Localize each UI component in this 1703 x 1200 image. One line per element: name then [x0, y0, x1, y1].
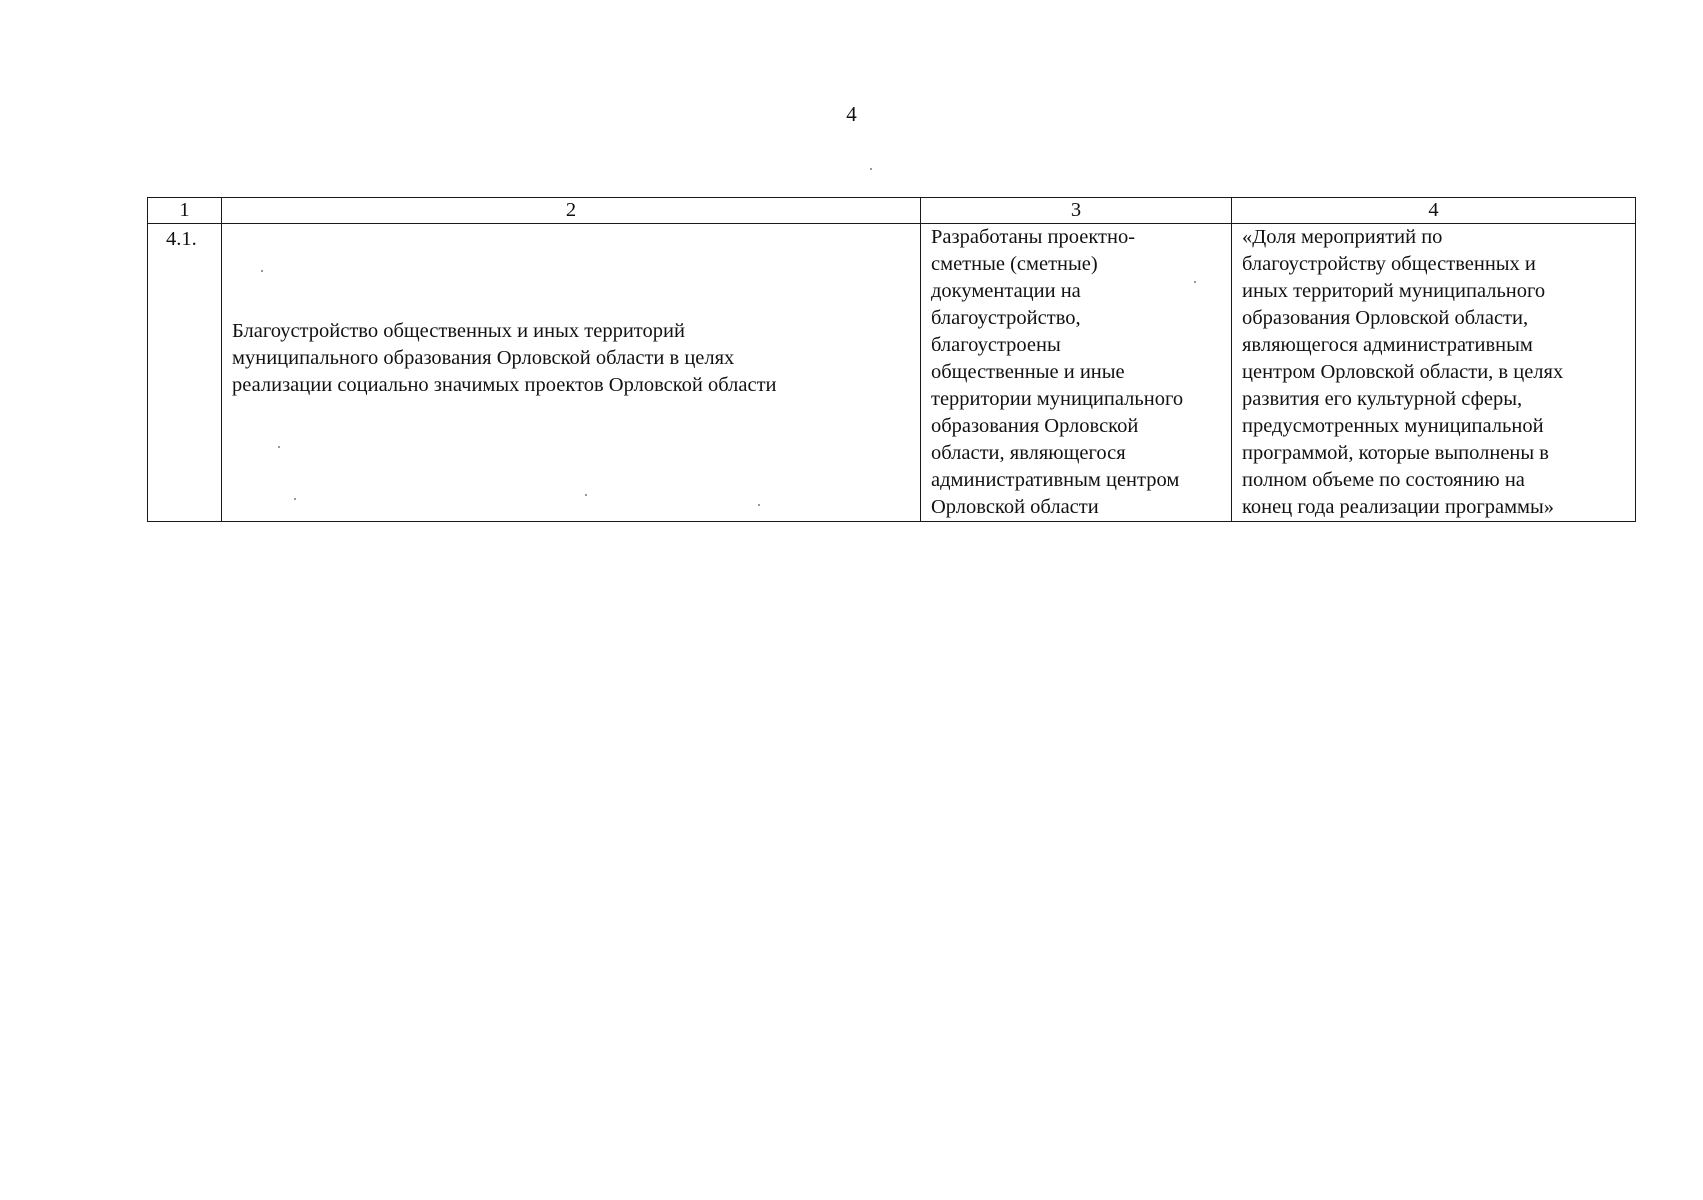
scan-speck	[758, 504, 760, 506]
scan-speck	[278, 446, 280, 448]
scan-speck	[870, 168, 872, 170]
scan-speck	[1194, 281, 1196, 283]
column-number-1: 1	[148, 198, 222, 224]
column-number-4: 4	[1232, 198, 1636, 224]
table-body	[148, 198, 1636, 522]
scan-speck	[294, 498, 296, 500]
scan-speck	[585, 494, 587, 496]
result-description-cell: Разработаны проектно- сметные (сметные) документации на благоустройство, благоустроены общественные и иные территории муниципального образования Орловской области, являющегося административным центром Орловской области	[921, 224, 1232, 522]
page-number: 4	[846, 102, 857, 126]
event-name-cell: Благоустройство общественных и иных территорий муниципального образования Орловской области в целях реализации социально значимых проектов Орловской области	[222, 224, 921, 522]
results-table	[147, 197, 1636, 522]
table-row	[148, 224, 1636, 522]
scan-speck	[261, 270, 263, 272]
indicator-description-cell: «Доля мероприятий по благоустройству общественных и иных территорий муниципального образования Орловской области, являющегося административным центром Орловской области, в целях развития его культурной сферы, предусмотренных муниципальной программой, которые выполнены в полном объеме по состоянию на конец года реализации программы»	[1232, 224, 1636, 522]
row-number-cell: 4.1.	[148, 224, 222, 522]
column-number-3: 3	[921, 198, 1232, 224]
column-number-2: 2	[222, 198, 921, 224]
table-header-row	[148, 198, 1636, 224]
